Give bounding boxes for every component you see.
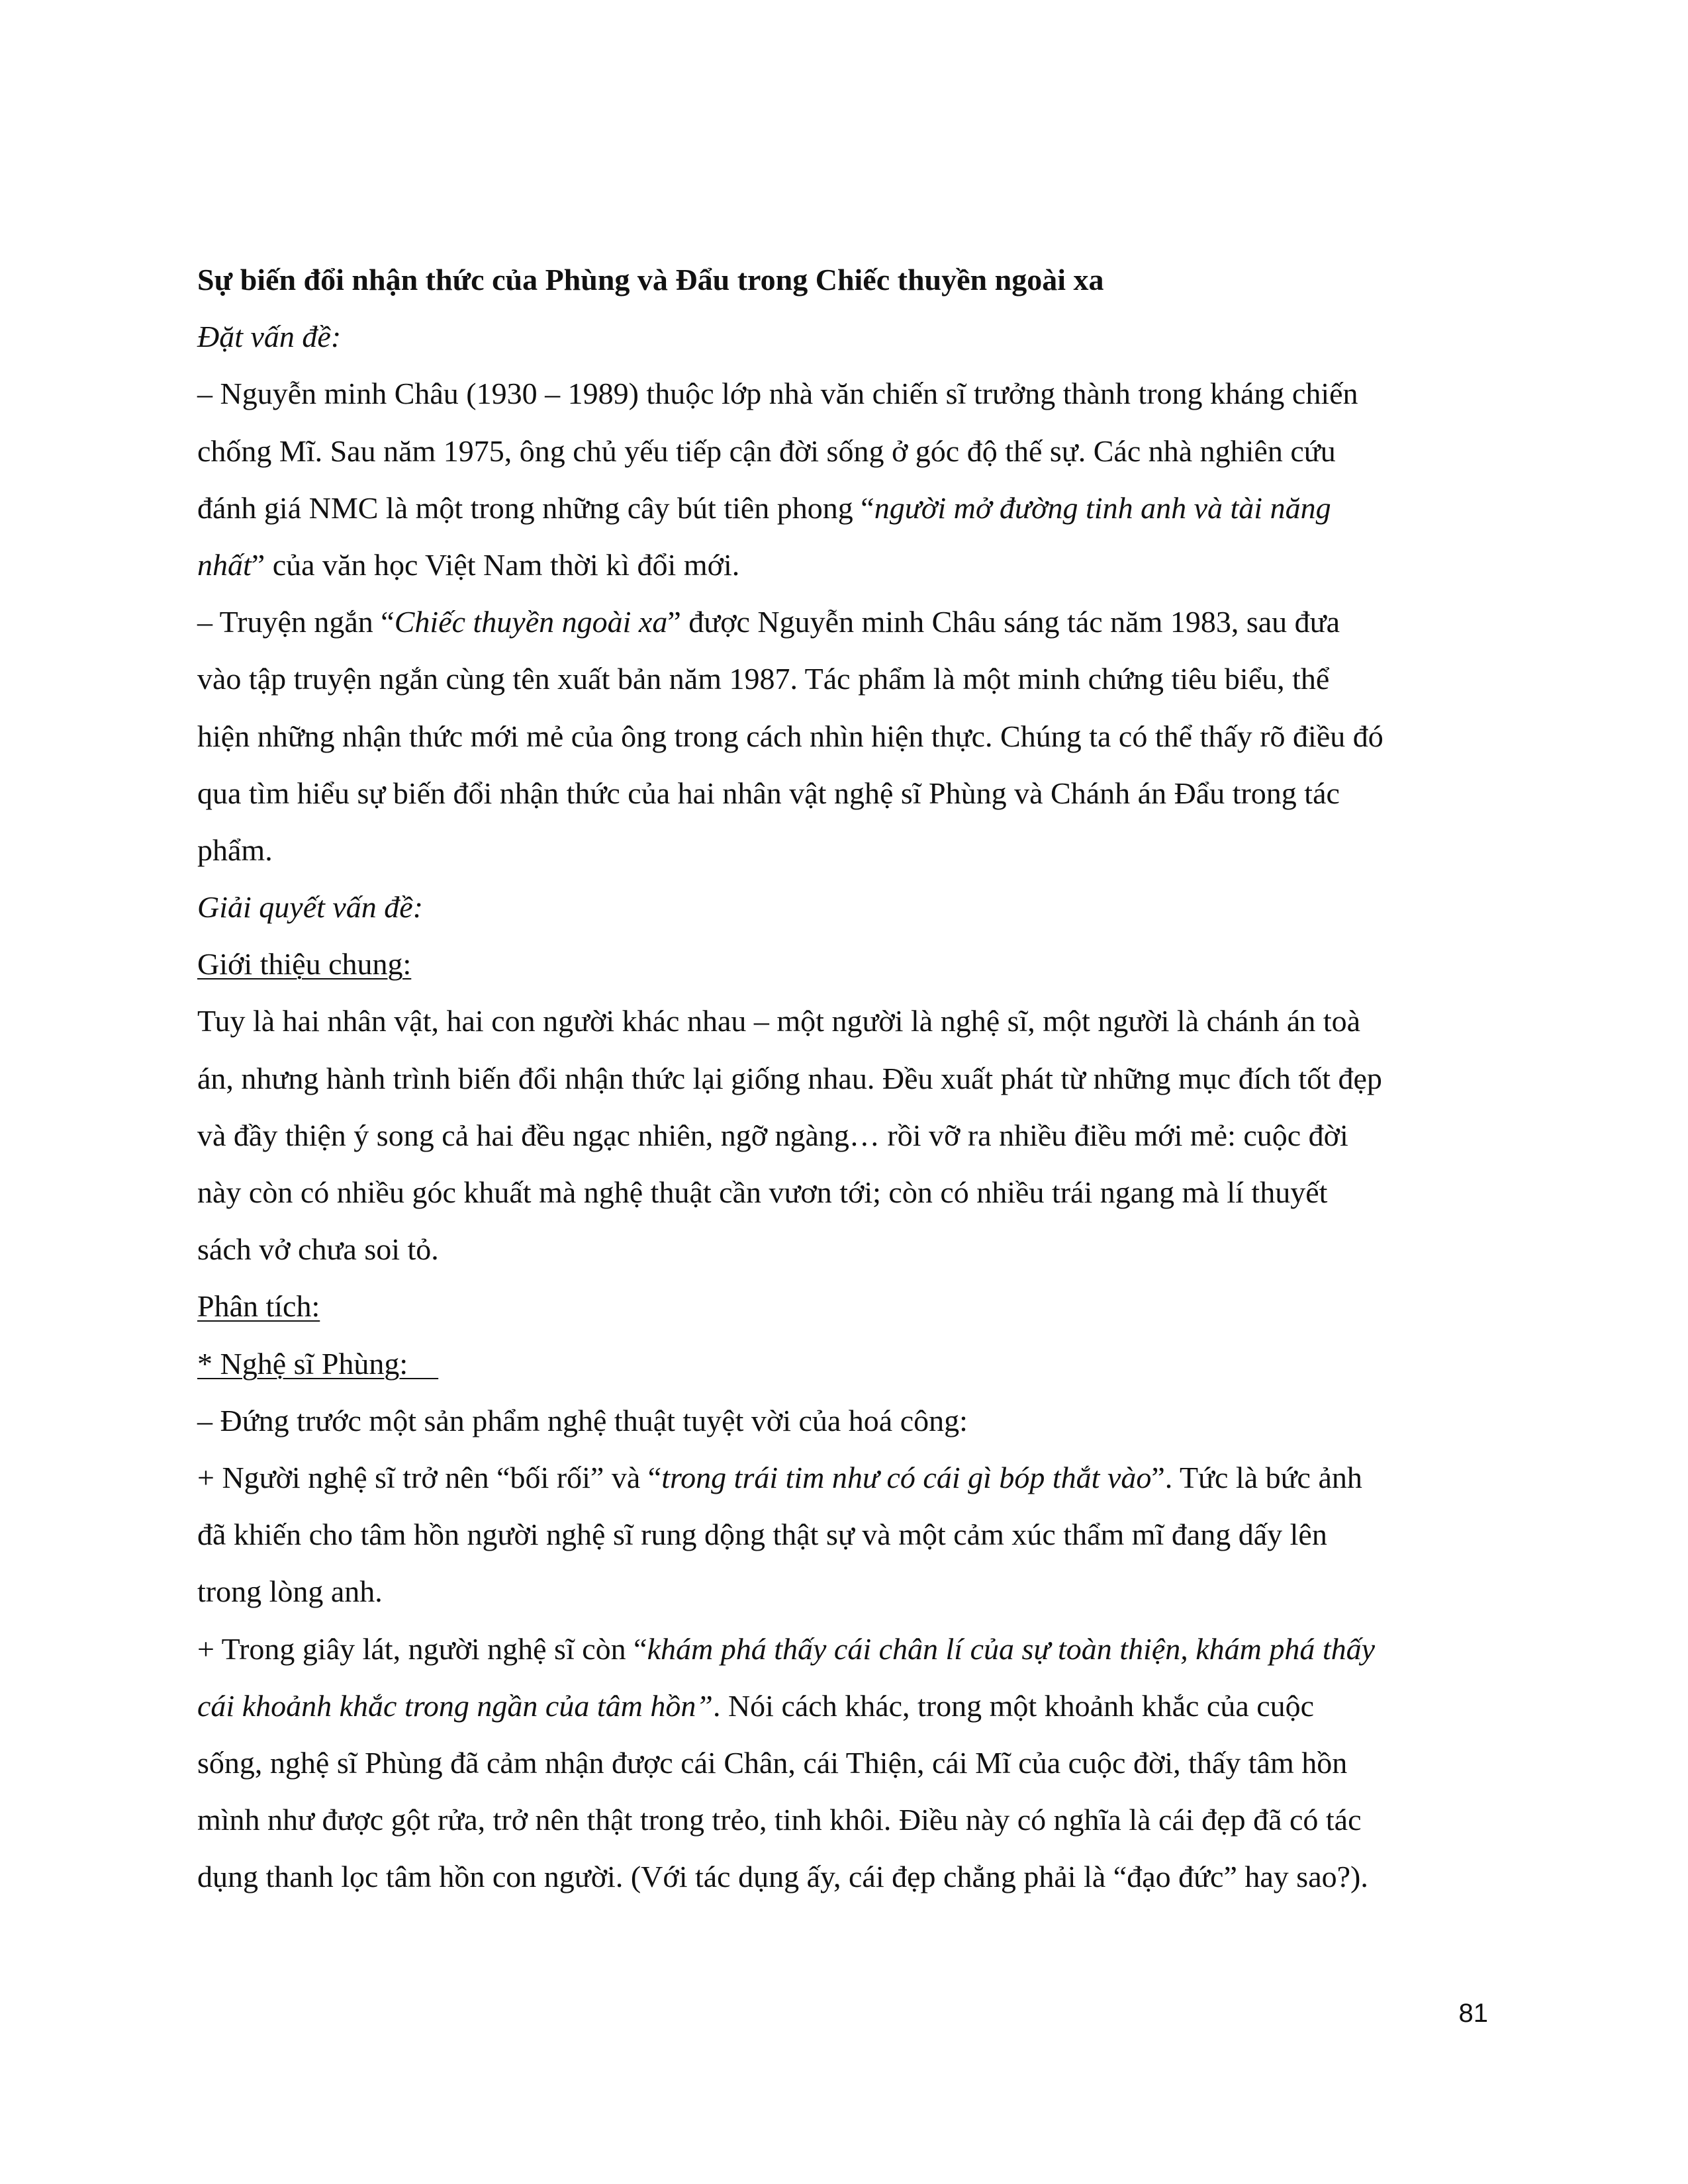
text-line — [197, 1449, 1488, 1506]
underlined-heading: Giới thiệu chung: — [197, 947, 412, 981]
text-line: sống, nghệ sĩ Phùng đã cảm nhận được cái Chân, cái Thiện, cái Mĩ của cuộc đời, thấy tâm hồn — [197, 1745, 1348, 1780]
text-line: trong lòng anh. — [197, 1574, 383, 1609]
text-run: ”. Tức là bức ảnh — [1151, 1460, 1362, 1494]
text-line: qua tìm hiểu sự biến đổi nhận thức của hai nhân vật nghệ sĩ Phùng và Chánh án Đẩu trong tác — [197, 776, 1340, 810]
text-line — [197, 480, 1488, 537]
text-run: + Người nghệ sĩ trở nên “bối rối” và “ — [197, 1460, 662, 1494]
text-line — [197, 1621, 1488, 1678]
underlined-heading: * Nghệ sĩ Phùng: — [197, 1346, 439, 1381]
quote-italic: khám phá thấy cái chân lí của sự toàn thiện, khám phá thấy — [647, 1631, 1376, 1666]
subheading-general — [197, 936, 1488, 993]
subheading-analysis — [197, 1278, 1488, 1335]
text-line — [197, 537, 1488, 594]
text-line: mình như được gột rửa, trở nên thật trong trẻo, tinh khôi. Điều này có nghĩa là cái đẹp đã có tác — [197, 1803, 1362, 1837]
paragraph-intro-1 — [197, 365, 1488, 594]
paragraph-intro-2 — [197, 594, 1488, 879]
quote-italic: cái khoảnh khắc trong ngần của tâm hồn” — [197, 1688, 713, 1723]
text-line — [197, 1678, 1488, 1735]
text-line: – Nguyễn minh Châu (1930 – 1989) thuộc lớp nhà văn chiến sĩ trưởng thành trong kháng chiến — [197, 377, 1358, 411]
document-page — [197, 251, 1488, 1905]
text-line: Tuy là hai nhân vật, hai con người khác nhau – một người là nghệ sĩ, một người là chánh án toà — [197, 1004, 1361, 1038]
quote-italic: người mở đường tinh anh và tài năng — [874, 490, 1331, 525]
text-line — [197, 594, 1488, 651]
paragraph-phung-1: – Đứng trước một sản phẩm nghệ thuật tuyệt vời của hoá công: — [197, 1403, 968, 1437]
text-run: + Trong giây lát, người nghệ sĩ còn “ — [197, 1631, 647, 1666]
work-title-italic: Chiếc thuyền ngoài xa — [394, 605, 668, 639]
quote-italic: nhất — [197, 547, 252, 582]
text-line: án, nhưng hành trình biến đổi nhận thức lại giống nhau. Đều xuất phát từ những mục đích tốt đẹp — [197, 1061, 1382, 1095]
quote-italic: trong trái tim như có cái gì bóp thắt vào — [661, 1460, 1152, 1494]
text-line: đã khiến cho tâm hồn người nghệ sĩ rung dộng thật sự và một cảm xúc thẩm mĩ đang dấy lên — [197, 1518, 1327, 1552]
text-run: – Truyện ngắn “ — [197, 605, 395, 639]
section-heading-intro: Đặt vấn đề: — [197, 320, 342, 354]
text-line: và đầy thiện ý song cả hai đều ngạc nhiên, ngỡ ngàng… rồi vỡ ra nhiều điều mới mẻ: cuộc đời — [197, 1118, 1348, 1152]
paragraph-phung-2 — [197, 1449, 1488, 1621]
paragraph-general — [197, 993, 1488, 1278]
text-run: . Nói cách khác, trong một khoảnh khắc của cuộc — [712, 1688, 1315, 1723]
page-number: 81 — [1458, 1999, 1488, 2028]
text-line: hiện những nhận thức mới mẻ của ông trong cách nhìn hiện thực. Chúng ta có thể thấy rõ điều đó — [197, 719, 1383, 753]
text-line: vào tập truyện ngắn cùng tên xuất bản năm 1987. Tác phẩm là một minh chứng tiêu biểu, thể — [197, 662, 1330, 696]
text-line: dụng thanh lọc tâm hồn con người. (Với tác dụng ấy, cái đẹp chẳng phải là “đạo đức” hay sao?). — [197, 1860, 1368, 1894]
text-line: phẩm. — [197, 833, 273, 867]
text-line: chống Mĩ. Sau năm 1975, ông chủ yếu tiếp cận đời sống ở góc độ thế sự. Các nhà nghiên cứu — [197, 433, 1336, 468]
text-line: sách vở chưa soi tỏ. — [197, 1232, 439, 1267]
section-heading-body: Giải quyết vấn đề: — [197, 890, 424, 925]
document-title: Sự biến đổi nhận thức của Phùng và Đẩu trong Chiếc thuyền ngoài xa — [197, 263, 1104, 296]
underlined-heading: Phân tích: — [197, 1289, 320, 1324]
text-run: ” của văn học Việt Nam thời kì đổi mới. — [251, 547, 740, 582]
text-line: này còn có nhiều góc khuất mà nghệ thuật cần vươn tới; còn có nhiều trái ngang mà lí thuyết — [197, 1175, 1328, 1209]
text-run: đánh giá NMC là một trong những cây bút tiên phong “ — [197, 490, 874, 525]
text-run: ” được Nguyễn minh Châu sáng tác năm 1983, sau đưa — [667, 605, 1340, 639]
subheading-phung — [197, 1336, 1488, 1392]
paragraph-phung-3 — [197, 1621, 1488, 1906]
